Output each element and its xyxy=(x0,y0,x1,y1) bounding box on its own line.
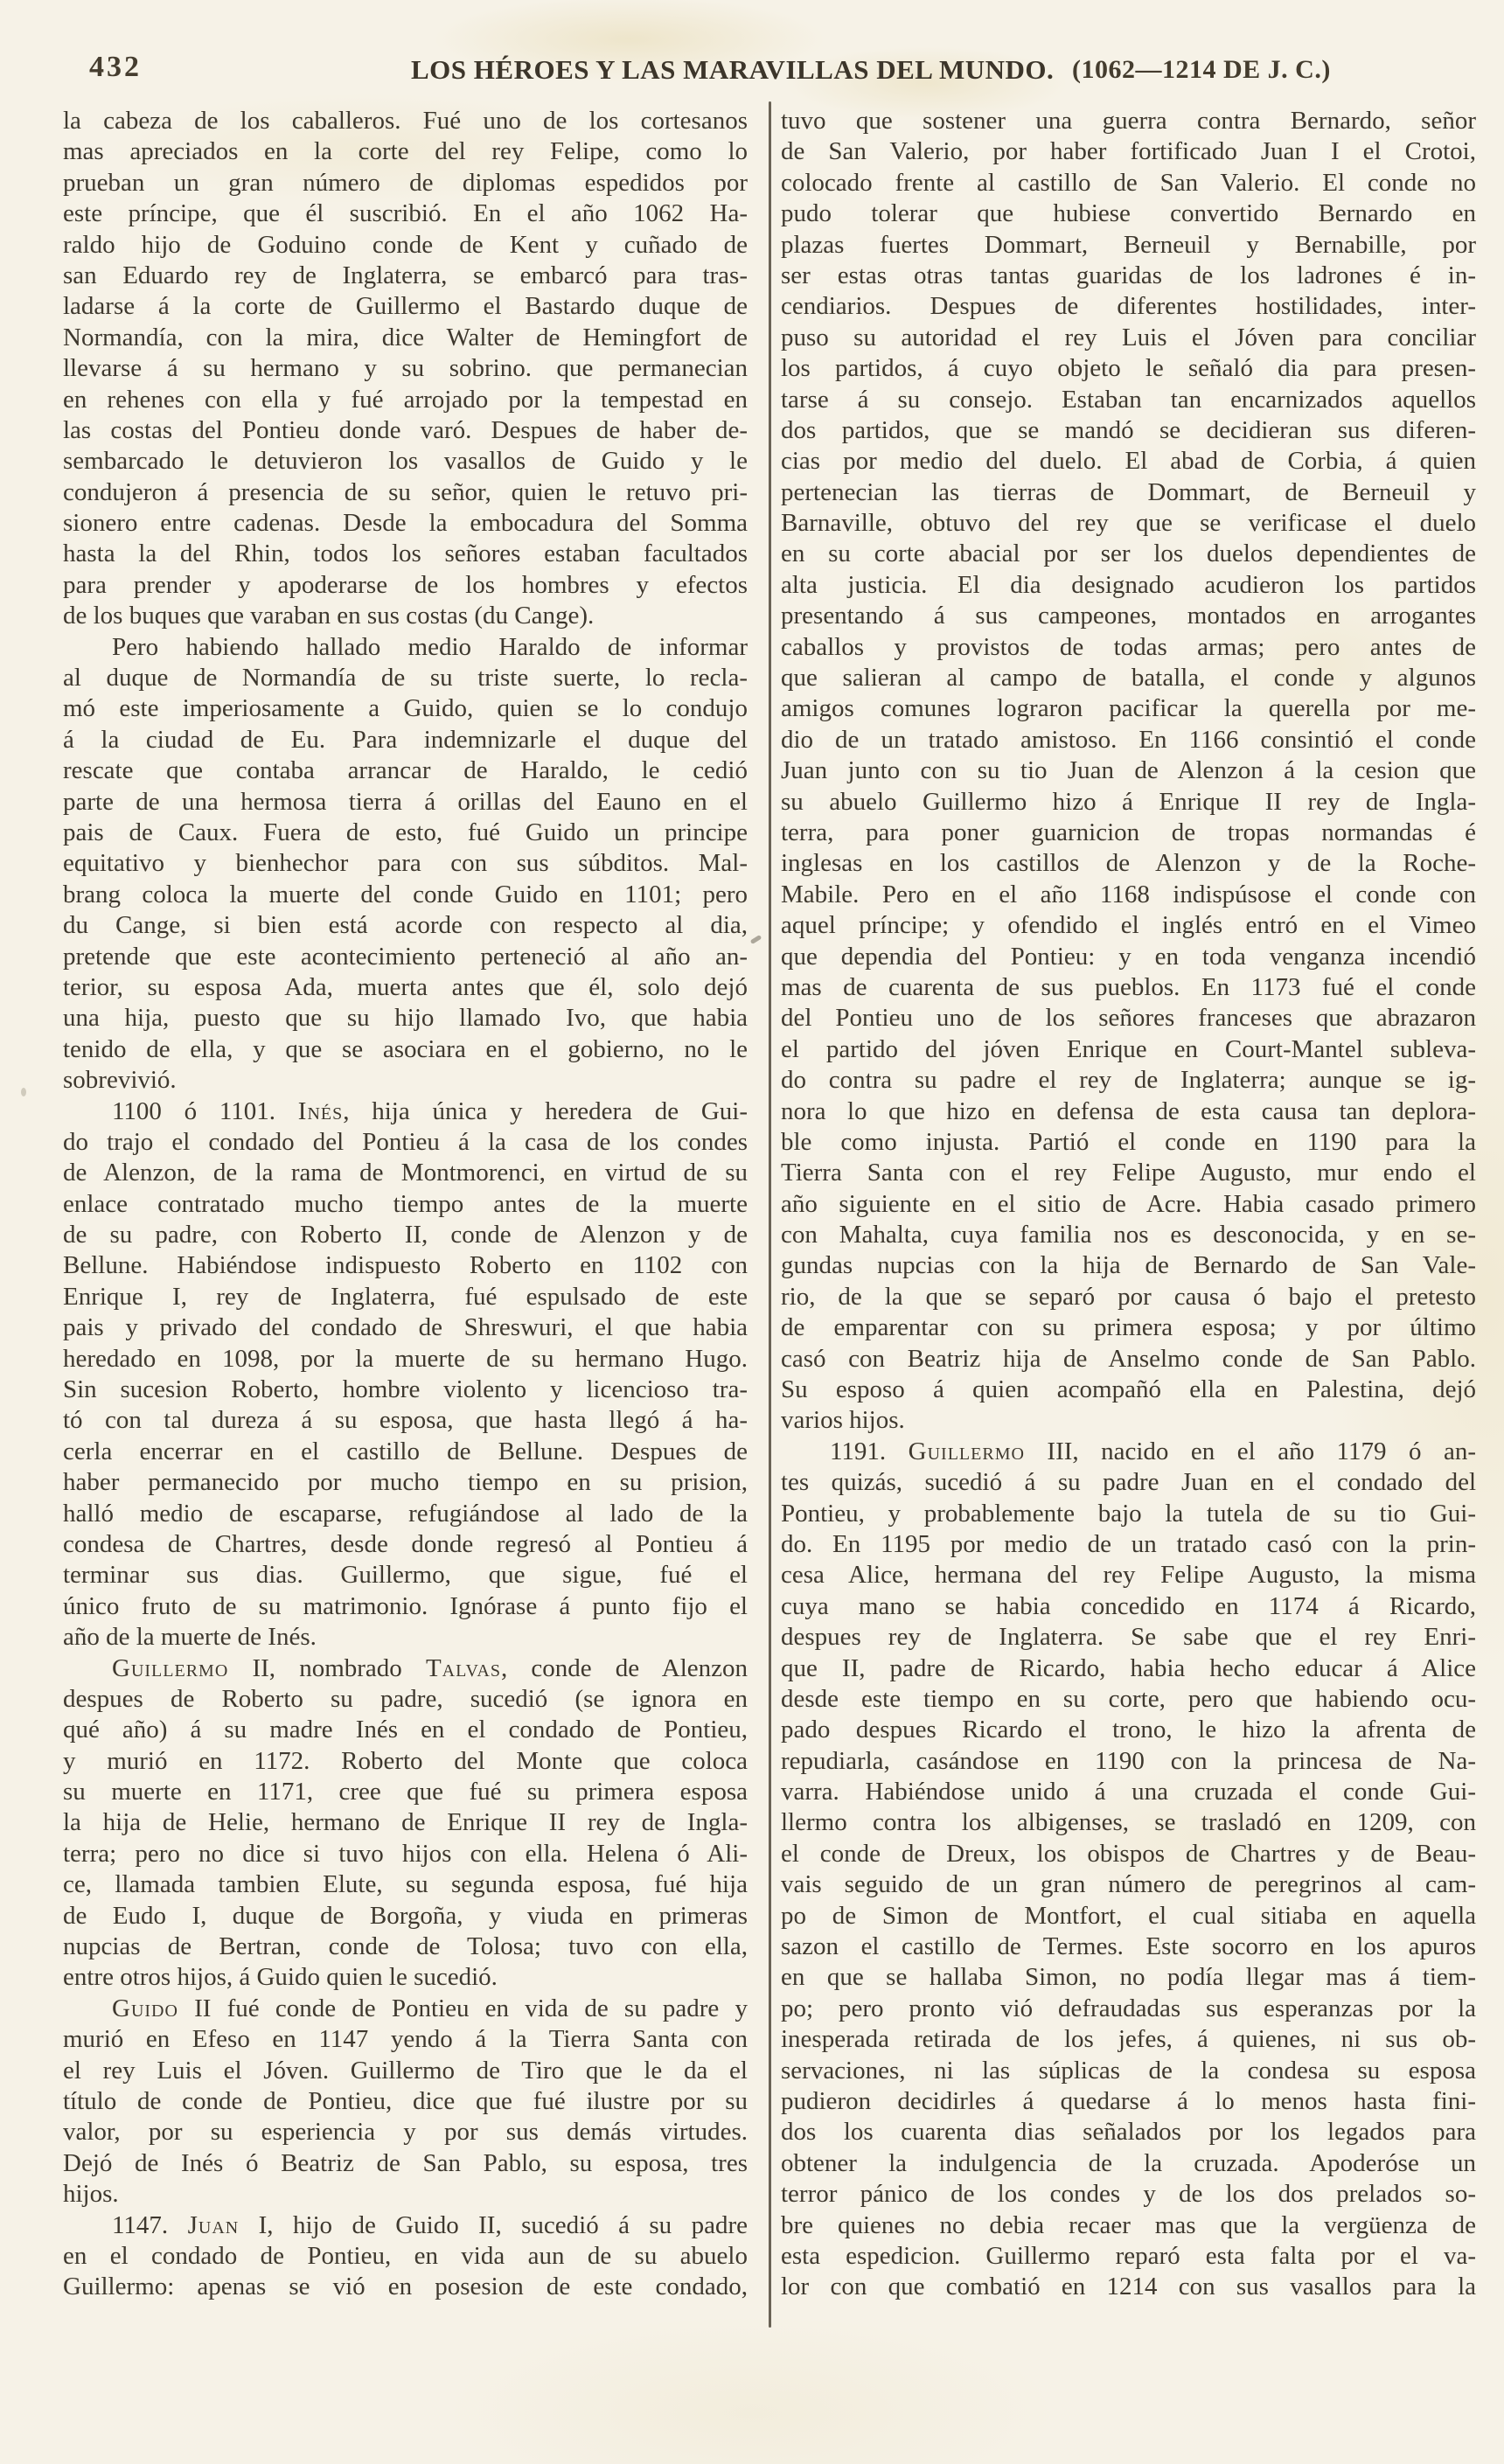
text-line: 1147. Juan I, hijo de Guido II, sucedió á su padre xyxy=(112,2210,748,2239)
text-line: año siguiente en el sitio de Acre. Habia casado primero xyxy=(781,1189,1476,1218)
text-line: pertenecian las tierras de Dommart, de Berneuil y xyxy=(781,477,1476,506)
text-line: sazon el castillo de Termes. Este socorro en los apuros xyxy=(781,1932,1476,1961)
text-line: terminar sus dias. Guillermo, que sigue, fué el xyxy=(63,1561,748,1590)
ink-speck xyxy=(750,935,762,944)
small-caps-name: Guido xyxy=(112,1994,178,2022)
text-line: pretende que este acontecimiento perteneció al año an- xyxy=(63,942,748,971)
text-line: único fruto de su matrimonio. Ignórase á punto fijo el xyxy=(63,1591,748,1620)
text-line: la cabeza de los caballeros. Fué uno de los cortesanos xyxy=(63,107,748,135)
text-line: entre otros hijos, á Guido quien le sucedió. xyxy=(63,1963,498,1992)
text-line: halló medio de escaparse, refugiándose al lado de la xyxy=(63,1499,748,1528)
text-line: de su padre, con Roberto II, conde de Alenzon y de xyxy=(63,1221,748,1249)
text-line: el rey Luis el Jóven. Guillermo de Tiro que le da el xyxy=(63,2056,748,2085)
text-line: equitativo y bienhechor para con sus súbditos. Mal- xyxy=(63,849,748,878)
small-caps-name: Guillermo xyxy=(908,1437,1025,1465)
text-line: terra, para poner guarnicion de tropas normandas é xyxy=(781,818,1476,846)
text-line: en el condado de Pontieu, en vida aun de su abuelo xyxy=(63,2241,748,2270)
text-line: tarse á su consejo. Estaban tan encarnizados aquellos xyxy=(781,385,1476,414)
text-line: tuvo que sostener una guerra contra Bernardo, señor xyxy=(781,107,1476,135)
text-line: ser estas otras tantas guaridas de los ladrones é in- xyxy=(781,261,1476,289)
text-line: servaciones, ni las súplicas de la condesa su esposa xyxy=(781,2056,1476,2085)
text-line: á la ciudad de Eu. Para indemnizarle el duque del xyxy=(63,725,748,754)
text-line: inglesas en los castillos de Alenzon y de la Roche- xyxy=(781,849,1476,878)
text-line: gundas nupcias con la hija de Bernardo de San Vale- xyxy=(781,1251,1476,1280)
text-line: llermo contra los albigenses, se trasladó en 1209, con xyxy=(781,1808,1476,1837)
text-line: dos partidos, que se mandó se decidieran sus diferen- xyxy=(781,415,1476,444)
text-line: despues rey de Inglaterra. Se sabe que el rey Enri- xyxy=(781,1623,1476,1652)
text-line: parte de una hermosa tierra á orillas del Eauno en el xyxy=(63,787,748,816)
text-line: pais y privado del condado de Shreswuri, el que habia xyxy=(63,1313,748,1342)
text-line: tenido de ella, y que se asociara en el gobierno, no le xyxy=(63,1034,748,1063)
text-line: 1191. Guillermo III, nacido en el año 1179 ó an- xyxy=(830,1437,1476,1465)
text-line: condujeron á presencia de su señor, quien le retuvo pri- xyxy=(63,477,748,506)
text-line: Bellune. Habiéndose indispuesto Roberto en 1102 con xyxy=(63,1251,748,1280)
text-line: brang coloca la muerte del conde Guido en 1101; pero xyxy=(63,880,748,908)
text-line: el partido del jóven Enrique en Court-Mantel subleva- xyxy=(781,1034,1476,1063)
text-line: con Mahalta, cuya familia nos es desconocida, y en se- xyxy=(781,1221,1476,1249)
text-line: pudo tolerar que hubiese convertido Bernardo en xyxy=(781,199,1476,228)
text-line: terior, su esposa Ada, muerta antes que él, solo dejó xyxy=(63,972,748,1001)
text-line: ce, llamada tambien Elute, su segunda esposa, fué hija xyxy=(63,1870,748,1899)
small-caps-name: Juan xyxy=(187,2210,240,2239)
text-line: lor con que combatió en 1214 con sus vasallos para la xyxy=(781,2273,1476,2301)
text-line: tes quizás, sucedió á su padre Juan en el condado del xyxy=(781,1468,1476,1497)
text-line: aquel príncipe; y ofendido el inglés entró en el Vimeo xyxy=(781,911,1476,940)
text-line: Tierra Santa con el rey Felipe Augusto, mur endo el xyxy=(781,1159,1476,1187)
text-line: terra; pero no dice si tuvo hijos con ella. Helena ó Ali- xyxy=(63,1839,748,1868)
text-line: este príncipe, que él suscribió. En el año 1062 Ha- xyxy=(63,199,748,228)
text-line: vais seguido de un gran número de peregrinos al cam- xyxy=(781,1870,1476,1899)
text-line: do trajo el condado del Pontieu á la casa de los condes xyxy=(63,1127,748,1156)
text-line: do contra su padre el rey de Inglaterra; aunque se ig- xyxy=(781,1066,1476,1095)
text-line: el conde de Dreux, los obispos de Chartres y de Beau- xyxy=(781,1839,1476,1868)
text-line: de Alenzon, de la rama de Montmorenci, en virtud de su xyxy=(63,1159,748,1187)
text-line: que salieran al campo de batalla, el conde y algunos xyxy=(781,664,1476,693)
text-line: año de la muerte de Inés. xyxy=(63,1623,317,1652)
text-line: desde este tiempo en su corte, pero que habiendo ocu- xyxy=(781,1684,1476,1713)
text-line: ble como injusta. Partió el conde en 1190 para la xyxy=(781,1127,1476,1156)
text-line: 1100 ó 1101. Inés, hija única y heredera de Gui- xyxy=(112,1096,748,1125)
running-title: LOS HÉROES Y LAS MARAVILLAS DEL MUNDO. xyxy=(411,54,1055,85)
text-line: cerla encerrar en el castillo de Bellune. Despues de xyxy=(63,1437,748,1465)
text-line: cendiarios. Despues de diferentes hostilidades, inter- xyxy=(781,292,1476,321)
text-line: la hija de Helie, hermano de Enrique II rey de Ingla- xyxy=(63,1808,748,1837)
text-line: Normandía, con la mira, dice Walter de Hemingfort de xyxy=(63,323,748,352)
text-line: obtener la indulgencia de la cruzada. Apoderóse un xyxy=(781,2148,1476,2177)
text-line: sobrevivió. xyxy=(63,1066,177,1095)
header-date-range: (1062—1214 DE J. C.) xyxy=(1072,55,1331,84)
text-line: de los buques que varaban en sus costas (du Cange). xyxy=(63,602,595,630)
text-line: los partidos, á cuyo objeto le señaló dia para presen- xyxy=(781,354,1476,383)
text-line: pudieron decidirles á quedarse á lo menos hasta fini- xyxy=(781,2087,1476,2115)
text-line: Sin sucesion Roberto, hombre violento y licencioso tra- xyxy=(63,1375,748,1404)
text-line: de Eudo I, duque de Borgoña, y viuda en primeras xyxy=(63,1901,748,1930)
text-line: Guillermo II, nombrado Talvas, conde de Alenzon xyxy=(112,1653,748,1682)
ink-speck xyxy=(21,1088,26,1096)
text-line: pado despues Ricardo el trono, le hizo la afrenta de xyxy=(781,1716,1476,1744)
text-line: murió en Efeso en 1147 yendo á la Tierra Santa con xyxy=(63,2025,748,2054)
text-line: Dejó de Inés ó Beatriz de San Pablo, su esposa, tres xyxy=(63,2148,748,2177)
text-line: caballos y provistos de todas armas; pero antes de xyxy=(781,632,1476,661)
text-line: Mabile. Pero en el año 1168 indispúsose el conde con xyxy=(781,880,1476,908)
text-line: plazas fuertes Dommart, Berneuil y Bernabille, por xyxy=(781,230,1476,259)
text-line: bre quienes no debia recaer mas que la vergüenza de xyxy=(781,2210,1476,2239)
text-line: y murió en 1172. Roberto del Monte que coloca xyxy=(63,1746,748,1775)
text-line: amigos comunes lograron pacificar la querella por me- xyxy=(781,694,1476,723)
text-line: rescate que contaba arrancar de Haraldo, le cedió xyxy=(63,756,748,785)
text-column-right xyxy=(781,106,1476,2303)
text-line: Enrique I, rey de Inglaterra, fué espulsado de este xyxy=(63,1282,748,1311)
text-line: pais de Caux. Fuera de esto, fué Guido un principe xyxy=(63,818,748,846)
small-caps-name: Guillermo xyxy=(112,1653,229,1682)
text-line: Pontieu, y probablemente bajo la tutela de su tio Gui- xyxy=(781,1499,1476,1528)
text-line: dio de un tratado amistoso. En 1166 consintió el conde xyxy=(781,725,1476,754)
text-line: que II, padre de Ricardo, habia hecho educar á Alice xyxy=(781,1653,1476,1682)
text-line: presentando á sus campeones, montados en arrogantes xyxy=(781,602,1476,630)
text-line: colocado frente al castillo de San Valerio. El conde no xyxy=(781,168,1476,197)
text-line: san Eduardo rey de Inglaterra, se embarcó para tras- xyxy=(63,261,748,289)
text-line: do. En 1195 por medio de un tratado casó con la prin- xyxy=(781,1529,1476,1558)
text-line: del Pontieu uno de los señores franceses que abrazaron xyxy=(781,1004,1476,1033)
text-line: casó con Beatriz hija de Anselmo conde de San Pablo. xyxy=(781,1344,1476,1373)
text-line: en rehenes con ella y fué arrojado por la tempestad en xyxy=(63,385,748,414)
text-line: Su esposo á quien acompañó ella en Palestina, dejó xyxy=(781,1375,1476,1404)
text-line: una hija, puesto que su hijo llamado Ivo, que habia xyxy=(63,1004,748,1033)
text-line: mó este imperiosamente a Guido, quien se lo condujo xyxy=(63,694,748,723)
text-line: varra. Habiéndose unido á una cruzada el conde Gui- xyxy=(781,1778,1476,1806)
text-line: inesperada retirada de los jefes, á quienes, ni sus ob- xyxy=(781,2025,1476,2054)
text-line: hijos. xyxy=(63,2180,119,2209)
text-line: puso su autoridad el rey Luis el Jóven para conciliar xyxy=(781,323,1476,352)
text-line: sembarcado le detuvieron los vasallos de Guido y le xyxy=(63,447,748,476)
text-line: Guido II fué conde de Pontieu en vida de su padre y xyxy=(112,1994,748,2022)
text-line: cesa Alice, hermana del rey Felipe Augusto, la misma xyxy=(781,1561,1476,1590)
text-line: su muerte en 1171, cree que fué su primera esposa xyxy=(63,1778,748,1806)
text-line: Juan junto con su tio Juan de Alenzon á la cesion que xyxy=(781,756,1476,785)
text-column-left xyxy=(63,106,748,2303)
text-line: repudiarla, casándose en 1190 con la princesa de Na- xyxy=(781,1746,1476,1775)
text-line: título de conde de Pontieu, dice que fué ilustre por su xyxy=(63,2087,748,2115)
text-line: po; pero pronto vió defraudadas sus esperanzas por la xyxy=(781,1994,1476,2022)
text-line: mas apreciados en la corte del rey Felipe, como lo xyxy=(63,137,748,166)
text-line: rio, de la que se separó por causa ó bajo el pretesto xyxy=(781,1282,1476,1311)
text-line: alta justicia. El dia designado acudieron los partidos xyxy=(781,570,1476,599)
text-line: sionero entre cadenas. Desde la embocadura del Somma xyxy=(63,509,748,538)
text-line: qué año) á su madre Inés en el condado de Pontieu, xyxy=(63,1716,748,1744)
text-line: llevarse á su hermano y su sobrino. que permanecian xyxy=(63,354,748,383)
text-line: nupcias de Bertran, conde de Tolosa; tuvo con ella, xyxy=(63,1932,748,1961)
text-line: de San Valerio, por haber fortificado Juan I el Crotoi, xyxy=(781,137,1476,166)
text-line: en que se hallaba Simon, no podía llegar mas á tiem- xyxy=(781,1963,1476,1992)
text-line: nora lo que hizo en defensa de esta causa tan deplora- xyxy=(781,1096,1476,1125)
text-line: po de Simon de Montfort, el cual sitiaba en aquella xyxy=(781,1901,1476,1930)
text-line: ladarse á la corte de Guillermo el Bastardo duque de xyxy=(63,292,748,321)
small-caps-name: Inés xyxy=(297,1096,344,1125)
text-line: para prender y apoderarse de los hombres y efectos xyxy=(63,570,748,599)
text-line: du Cange, si bien está acorde con respecto al dia, xyxy=(63,911,748,940)
text-line: de emparentar con su primera esposa; y por último xyxy=(781,1313,1476,1342)
text-line: enlace contratado mucho tiempo antes de la muerte xyxy=(63,1189,748,1218)
text-line: Guillermo: apenas se vió en posesion de este condado, xyxy=(63,2273,748,2301)
text-line: haber permanecido por mucho tiempo en su prision, xyxy=(63,1468,748,1497)
text-line: su abuelo Guillermo hizo á Enrique II rey de Ingla- xyxy=(781,787,1476,816)
text-line: las costas del Pontieu donde varó. Despues de haber de- xyxy=(63,415,748,444)
text-line: Pero habiendo hallado medio Haraldo de informar xyxy=(112,632,748,661)
text-line: esta espedicion. Guillermo reparó esta falta por el va- xyxy=(781,2241,1476,2270)
text-line: que dependia del Pontieu: y en toda venganza incendió xyxy=(781,942,1476,971)
text-line: varios hijos. xyxy=(781,1406,905,1435)
text-line: condesa de Chartres, desde donde regresó al Pontieu á xyxy=(63,1529,748,1558)
text-line: terror pánico de los condes y de los dos prelados so- xyxy=(781,2180,1476,2209)
text-line: heredado en 1098, por la muerte de su hermano Hugo. xyxy=(63,1344,748,1373)
text-line: mas de cuarenta de sus pueblos. En 1173 fué el conde xyxy=(781,972,1476,1001)
text-line: cuya mano se habia concedido en 1174 á Ricardo, xyxy=(781,1591,1476,1620)
text-line: al duque de Normandía de su triste suerte, lo recla- xyxy=(63,664,748,693)
text-line: raldo hijo de Goduino conde de Kent y cuñado de xyxy=(63,230,748,259)
text-line: cias por medio del duelo. El abad de Corbia, á quien xyxy=(781,447,1476,476)
small-caps-name: Talvas xyxy=(425,1653,501,1682)
text-line: tó con tal dureza á su esposa, que hasta llegó á ha- xyxy=(63,1406,748,1435)
text-line: Barnaville, obtuvo del rey que se verificase el duelo xyxy=(781,509,1476,538)
text-line: prueban un gran número de diplomas espedidos por xyxy=(63,168,748,197)
column-divider-rule xyxy=(769,101,771,2328)
page-number: 432 xyxy=(89,51,142,83)
text-line: dos los cuarenta dias señalados por los legados para xyxy=(781,2118,1476,2147)
text-line: despues de Roberto su padre, sucedió (se ignora en xyxy=(63,1684,748,1713)
text-line: en su corte abacial por ser los duelos dependientes de xyxy=(781,539,1476,568)
text-line: hasta la del Rhin, todos los señores estaban facultados xyxy=(63,539,748,568)
text-line: valor, por su esperiencia y por sus demás virtudes. xyxy=(63,2118,748,2147)
